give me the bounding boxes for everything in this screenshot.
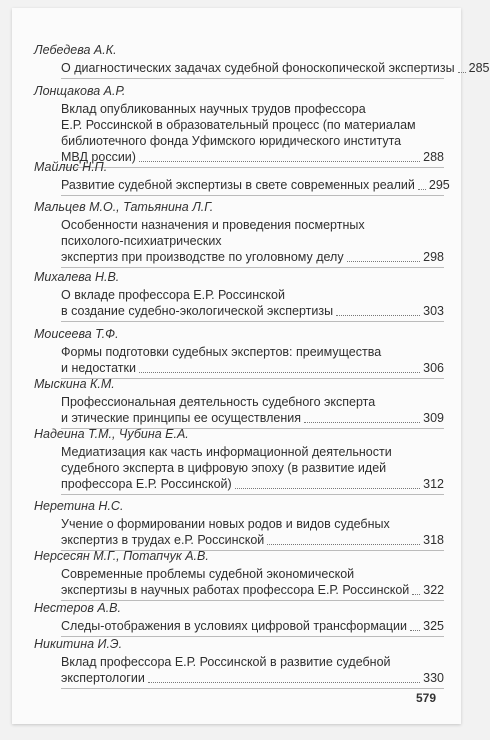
- toc-title-line: Вклад опубликованных научных трудов профессора: [61, 102, 366, 116]
- toc-entry: [34, 376, 444, 426]
- toc-entry-author: Никитина И.Э.: [34, 637, 123, 651]
- dot-leader: [139, 372, 420, 373]
- dot-leader: [412, 594, 420, 595]
- toc-entry-title: [61, 618, 444, 634]
- toc-entry-page: 330: [423, 671, 444, 685]
- toc-entry-page: 322: [423, 583, 445, 597]
- toc-entry-page: 309: [423, 411, 444, 425]
- toc-title-line: экспертиз в трудах е.Р. Россинской: [61, 533, 265, 547]
- toc-title-line: МВД россии): [61, 150, 136, 164]
- toc-entry-author: Мыскина К.М.: [34, 377, 115, 391]
- toc-entry-title: [61, 217, 444, 265]
- toc-title-line: Развитие судебной экспертизы в свете современных реалий: [61, 178, 415, 192]
- toc-entry-author: Неретина Н.С.: [34, 499, 124, 513]
- toc-entry-title: [61, 566, 444, 598]
- toc-entry-page: 288: [423, 150, 444, 164]
- toc-entry: [34, 269, 444, 319]
- toc-entry-title: [61, 444, 444, 492]
- toc-title-line: экспертиз при производстве по уголовному делу: [61, 250, 344, 264]
- toc-entry-page: 303: [423, 304, 444, 318]
- toc-entry-title: [61, 287, 444, 319]
- toc-title-line: Следы-отображения в условиях цифровой трансформации: [61, 619, 408, 633]
- toc-title-line: психолого-психиатрических: [61, 234, 222, 248]
- toc-entry-author: Надеина Т.М., Чубина Е.А.: [34, 427, 189, 441]
- toc-title-line: Учение о формировании новых родов и видов судебных: [61, 517, 390, 531]
- entry-underline: [61, 494, 444, 495]
- entry-underline: [61, 267, 444, 268]
- dot-leader: [267, 544, 420, 545]
- toc-entry-page: 312: [423, 477, 444, 491]
- toc-title-line: профессора Е.Р. Россинской): [61, 477, 232, 491]
- dot-leader: [304, 422, 420, 423]
- toc-entry: [34, 159, 450, 193]
- page-number: 579: [416, 691, 437, 705]
- toc-title-line: Медиатизация как часть информационной деятельности: [61, 445, 392, 459]
- toc-entry-title: [61, 394, 444, 426]
- toc-entry: [34, 600, 444, 634]
- toc-title-line: Особенности назначения и проведения посмертных: [61, 218, 365, 232]
- dot-leader: [347, 261, 421, 262]
- toc-entry-page: 295: [428, 178, 450, 192]
- toc-title-line: и недостатки: [61, 361, 136, 375]
- toc-title-line: экспертологии: [61, 671, 145, 685]
- toc-entry-author: Майлис Н.П.: [34, 160, 108, 174]
- toc-entry: [34, 426, 444, 492]
- dot-leader: [336, 315, 420, 316]
- toc-entry-page: 318: [423, 533, 444, 547]
- dot-leader: [148, 682, 420, 683]
- toc-title-line: в создание судебно-экологической экспертизы: [61, 304, 334, 318]
- dot-leader: [410, 630, 420, 631]
- toc-entry-page: 325: [423, 619, 444, 633]
- table-of-contents: [12, 8, 490, 724]
- entry-underline: [61, 78, 444, 79]
- dot-leader: [458, 72, 466, 73]
- toc-entry: [34, 326, 444, 376]
- toc-entry-author: Нерсесян М.Г., Потапчук А.В.: [34, 549, 209, 563]
- toc-entry-title: [61, 654, 444, 686]
- book-page: [12, 8, 490, 724]
- toc-entry-author: Лонщакова А.Р.: [34, 84, 126, 98]
- toc-entry-title: [61, 516, 444, 548]
- toc-entry-title: [61, 344, 444, 376]
- toc-entry-author: Лебедева А.К.: [34, 43, 117, 57]
- toc-entry-author: Моисеева Т.Ф.: [34, 327, 119, 341]
- toc-title-line: библиотечного фонда Уфимского юридического института: [61, 134, 402, 148]
- entry-underline: [61, 688, 444, 689]
- toc-title-line: судебного эксперта в цифровую эпоху (в развитие идей: [61, 461, 387, 475]
- toc-title-line: Современные проблемы судебной экономической: [61, 567, 355, 581]
- toc-title-line: экспертизы в научных работах профессора Е.Р. Россинской: [61, 583, 410, 597]
- toc-title-line: О диагностических задачах судебной фоноскопической экспертизы: [61, 61, 455, 75]
- toc-entry-page: 306: [423, 361, 444, 375]
- entry-underline: [61, 321, 444, 322]
- toc-title-line: и этические принципы ее осуществления: [61, 411, 301, 425]
- dot-leader: [418, 189, 426, 190]
- toc-entry: [34, 42, 490, 76]
- toc-entry-page: 298: [423, 250, 444, 264]
- toc-title-line: О вкладе профессора Е.Р. Россинской: [61, 288, 285, 302]
- toc-entry-title: [61, 177, 450, 193]
- toc-entry-title: [61, 101, 444, 165]
- toc-entry-title: [61, 60, 490, 76]
- toc-entry: [34, 199, 444, 265]
- toc-entry-author: Нестеров А.В.: [34, 601, 121, 615]
- toc-title-line: Профессиональная деятельность судебного эксперта: [61, 395, 376, 409]
- toc-entry-page: 285: [468, 61, 490, 75]
- toc-title-line: Е.Р. Россинской в образовательный процесс (по материалам: [61, 118, 416, 132]
- toc-entry-author: Мальцев М.О., Татьянина Л.Г.: [34, 200, 214, 214]
- toc-entry: [34, 83, 444, 165]
- dot-leader: [235, 488, 420, 489]
- toc-entry-author: Михалева Н.В.: [34, 270, 120, 284]
- toc-title-line: Вклад профессора Е.Р. Россинской в развитие судебной: [61, 655, 391, 669]
- toc-title-line: Формы подготовки судебных экспертов: преимущества: [61, 345, 382, 359]
- toc-entry: [34, 498, 444, 548]
- toc-entry: [34, 636, 444, 686]
- entry-underline: [61, 195, 444, 196]
- toc-entry: [34, 548, 444, 598]
